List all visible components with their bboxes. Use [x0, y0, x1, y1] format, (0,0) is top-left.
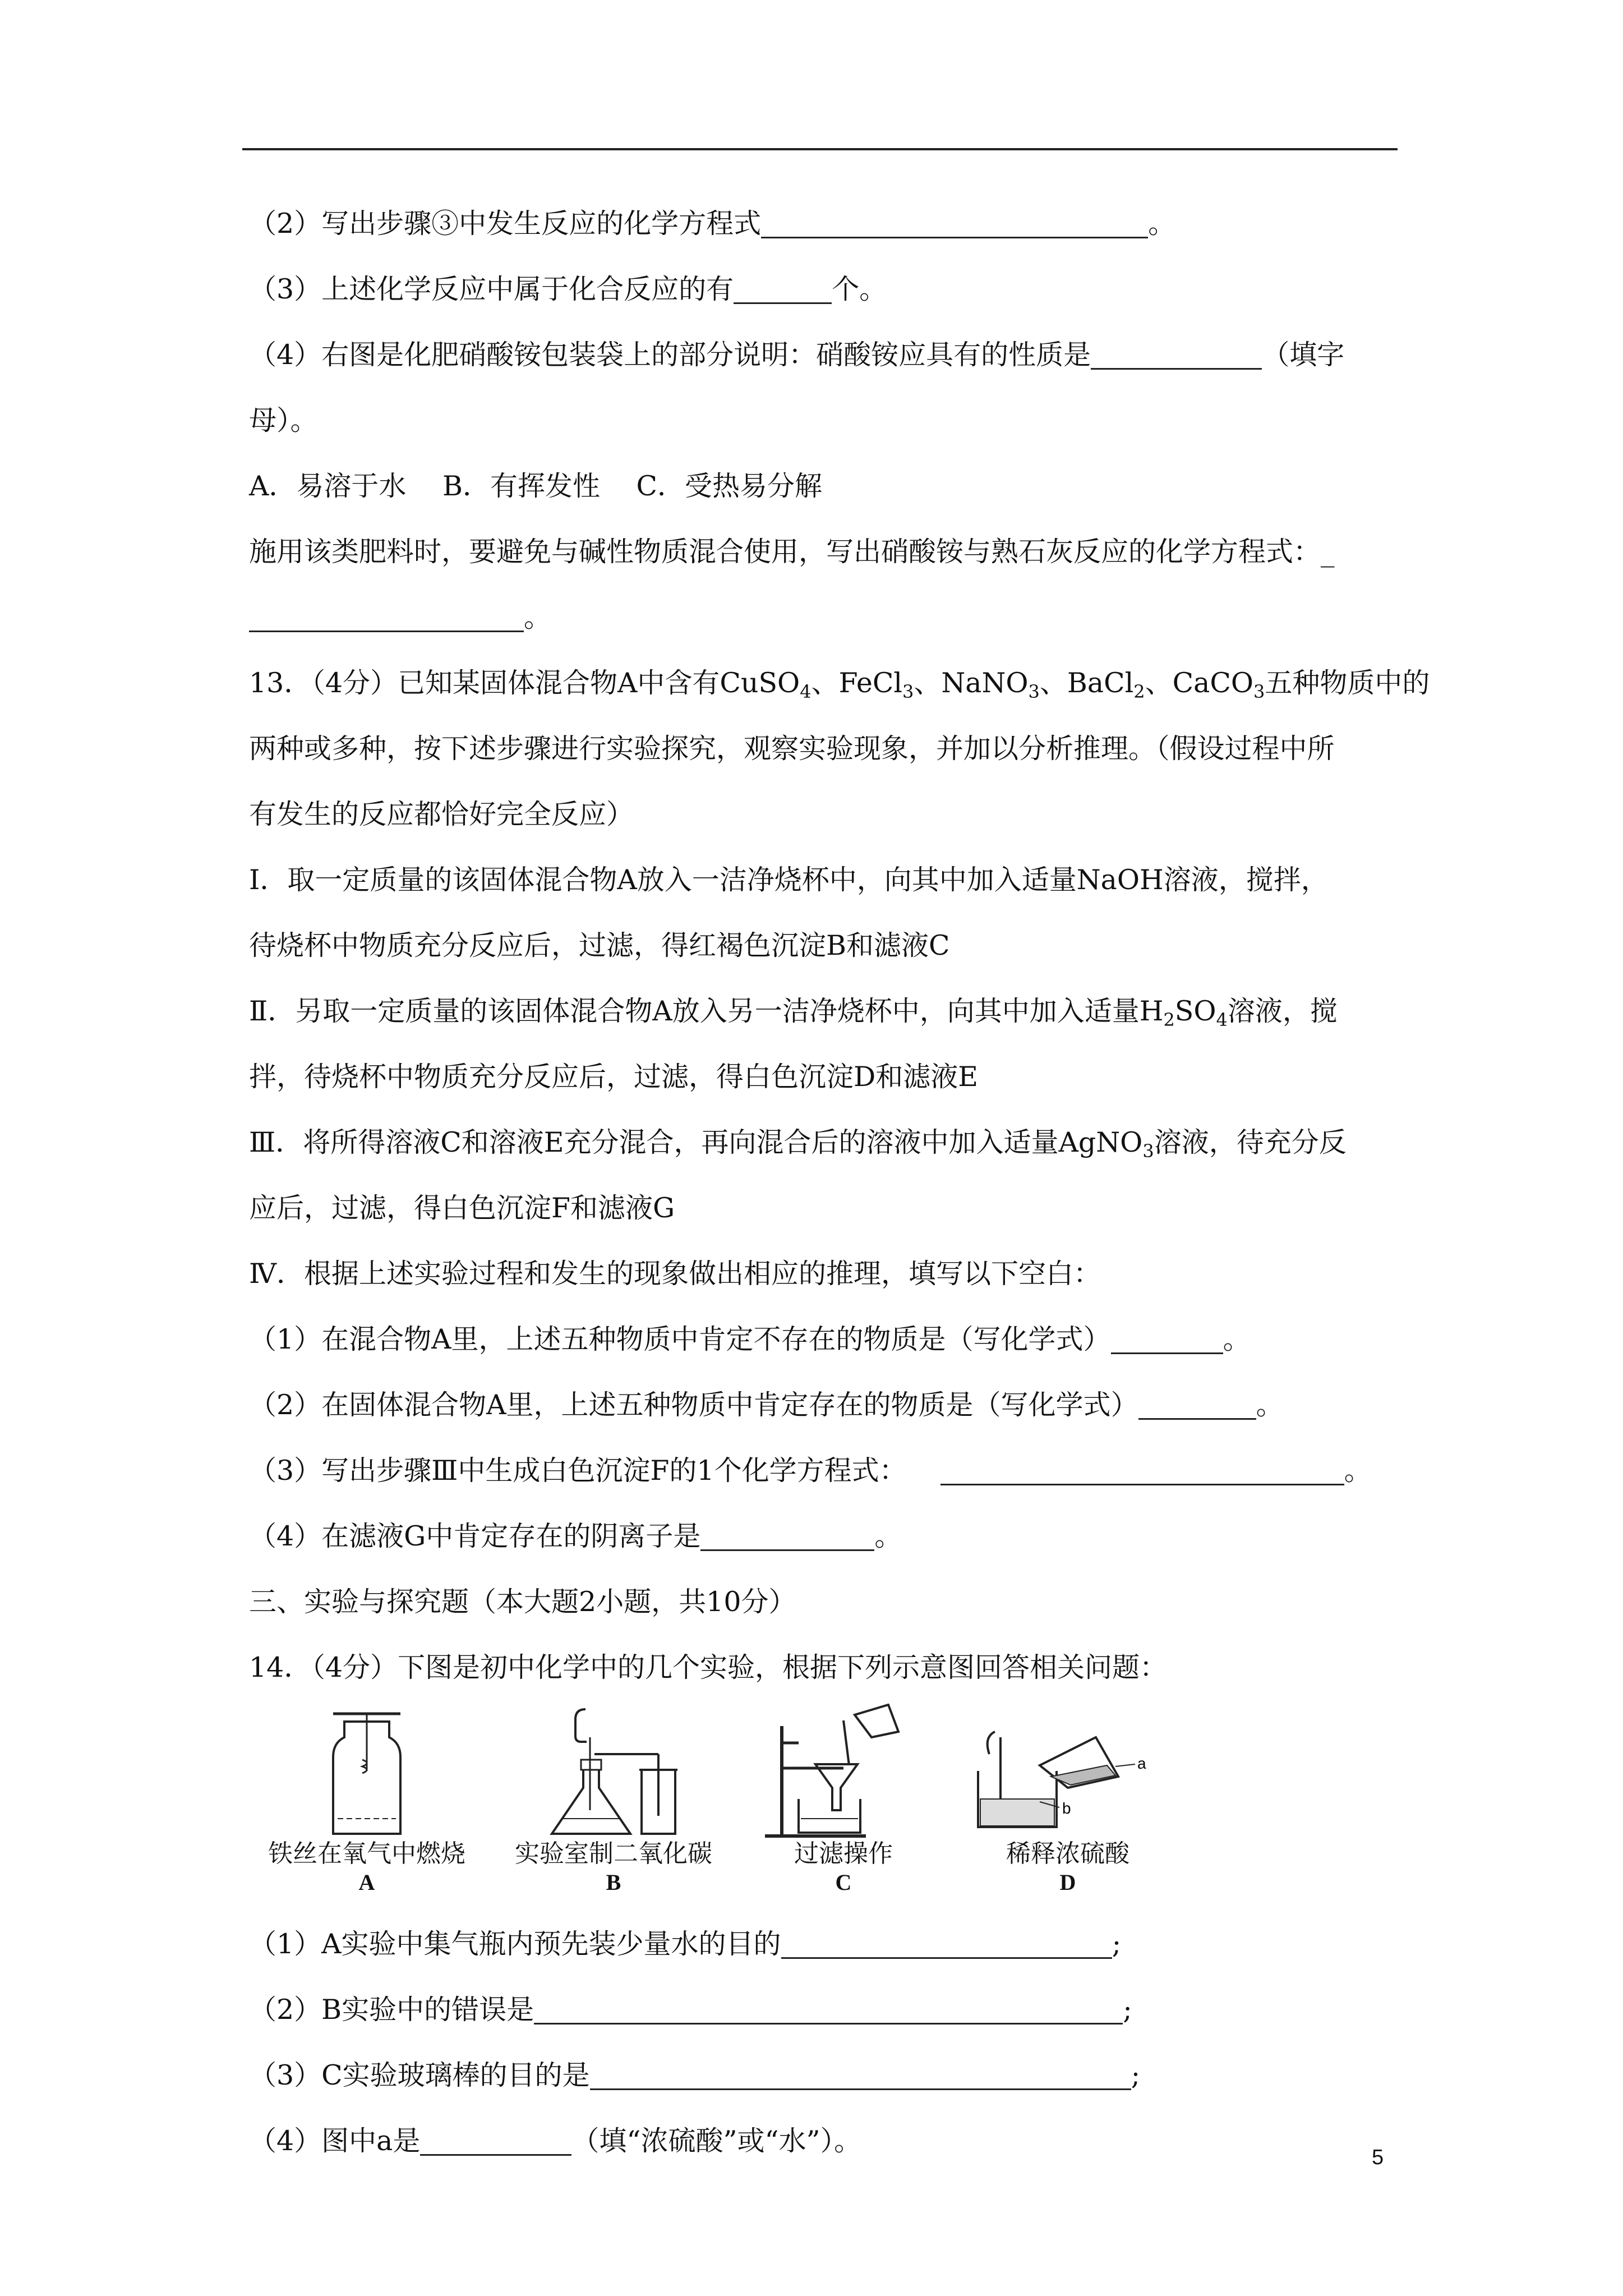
q13-step2 — [249, 978, 1396, 1044]
answer-blank[interactable] — [940, 1455, 1344, 1485]
subscript: 3 — [1253, 681, 1265, 702]
subscript: 2 — [1163, 1009, 1175, 1030]
text: 。 — [524, 601, 552, 633]
q13-sub4 — [249, 1503, 1396, 1569]
text: （3）写出步骤Ⅲ中生成白色沉淀F的1个化学方程式： — [249, 1455, 907, 1487]
answer-blank[interactable] — [249, 601, 524, 632]
subscript: 4 — [1216, 1009, 1228, 1030]
text: 待烧杯中物质充分反应后，过滤，得红褐色沉淀B和滤液C — [249, 930, 950, 961]
q13-step4 — [249, 1241, 1396, 1306]
q12-fertilizer — [249, 519, 1396, 585]
gas-jar-icon — [311, 1704, 423, 1838]
text: ; — [1131, 2059, 1141, 2091]
figure-caption: 稀释浓硫酸 — [1006, 1839, 1129, 1868]
text: （3）C实验玻璃棒的目的是 — [249, 2059, 590, 2091]
text: 13．（4分）已知某固体混合物A中含有CuSO — [249, 667, 800, 699]
text: （2）B实验中的错误是 — [249, 1994, 534, 2026]
q13-step1 — [249, 847, 1396, 913]
text: （4）在滤液G中肯定存在的阴离子是 — [249, 1520, 701, 1552]
text: （2）在固体混合物A里，上述五种物质中肯定存在的物质是（写化学式） — [249, 1389, 1138, 1421]
figure-label: A — [358, 1870, 375, 1895]
text: 溶液，搅 — [1227, 995, 1338, 1027]
figure-c — [743, 1704, 944, 1895]
text: 有发生的反应都恰好完全反应） — [249, 798, 634, 830]
q13-step3 — [249, 1110, 1396, 1175]
text: （3）上述化学反应中属于化合反应的有 — [249, 273, 734, 305]
text: Ⅱ．另取一定质量的该固体混合物A放入另一洁净烧杯中，向其中加入适量H — [249, 995, 1164, 1027]
co2-apparatus-icon — [529, 1704, 698, 1838]
text: 五种物质中的 — [1265, 667, 1430, 699]
text: 14．（4分）下图是初中化学中的几个实验，根据下列示意图回答相关问题： — [249, 1651, 1168, 1683]
q14-sub1 — [249, 1911, 1396, 1977]
q12-options — [249, 453, 1396, 519]
text: 拌，待烧杯中物质充分反应后，过滤，得白色沉淀D和滤液E — [249, 1061, 979, 1093]
q14-sub2 — [249, 1977, 1396, 2042]
answer-blank[interactable] — [1138, 1389, 1256, 1420]
text: （4）右图是化肥硝酸铵包装袋上的部分说明：硝酸铵应具有的性质是 — [249, 339, 1091, 371]
q12-part4-cont — [249, 388, 1396, 453]
answer-blank[interactable] — [420, 2125, 571, 2156]
q12-part4 — [249, 322, 1396, 388]
answer-blank[interactable] — [761, 208, 1148, 238]
figure-d — [950, 1704, 1186, 1895]
q14-intro — [249, 1635, 1396, 1700]
figure-label: D — [1059, 1870, 1076, 1895]
text: 两种或多种，按下述步骤进行实验探究，观察实验现象，并加以分析推理。（假设过程中所 — [249, 733, 1335, 765]
text: 。 — [1256, 1389, 1284, 1421]
text: ; — [1112, 1928, 1122, 1960]
text: （填“浓硫酸”或“水”）。 — [571, 2125, 862, 2157]
q13-line3 — [249, 781, 1396, 847]
section-title — [249, 1569, 1396, 1635]
experiment-figures — [249, 1704, 1396, 1911]
subscript: 3 — [902, 681, 914, 702]
answer-blank[interactable] — [700, 1520, 874, 1551]
text: 溶液，待充分反 — [1154, 1126, 1347, 1158]
text: （4）图中a是 — [249, 2125, 421, 2157]
figure-caption: 铁丝在氧气中燃烧 — [268, 1839, 465, 1868]
subscript: 3 — [1142, 1140, 1154, 1162]
subscript: 3 — [1028, 681, 1040, 702]
q13-step1-cont — [249, 913, 1396, 978]
answer-blank[interactable] — [781, 1928, 1112, 1959]
text: 。 — [1344, 1455, 1372, 1487]
dilution-icon — [956, 1704, 1180, 1838]
text: 应后，过滤，得白色沉淀F和滤液G — [249, 1192, 675, 1224]
text: 个。 — [832, 273, 887, 305]
text: （1）在混合物A里，上述五种物质中肯定不存在的物质是（写化学式） — [249, 1323, 1111, 1355]
text: 施用该类肥料时，要避免与碱性物质混合使用，写出硝酸铵与熟石灰反应的化学方程式：_ — [249, 536, 1335, 568]
text: 。 — [1148, 208, 1176, 240]
answer-blank[interactable] — [734, 273, 832, 304]
figure-caption: 实验室制二氧化碳 — [515, 1839, 712, 1868]
subscript: 4 — [800, 681, 811, 702]
q14-sub4 — [249, 2108, 1396, 2174]
answer-blank[interactable] — [1091, 339, 1262, 370]
text: 。 — [1223, 1323, 1251, 1355]
header-rule — [242, 148, 1398, 150]
page-content — [249, 191, 1430, 2174]
figure-label: B — [606, 1870, 621, 1895]
text: （2）写出步骤③中发生反应的化学方程式 — [249, 208, 762, 240]
figure-label: C — [835, 1870, 852, 1895]
answer-blank[interactable] — [1111, 1323, 1223, 1354]
label-a: a — [1137, 1755, 1146, 1772]
figure-b — [496, 1704, 731, 1895]
page-number: 5 — [1372, 2146, 1384, 2169]
answer-blank[interactable] — [534, 1994, 1123, 2024]
q13-sub3 — [249, 1438, 1396, 1503]
text: 、FeCl — [811, 667, 903, 699]
q12-part3 — [249, 256, 1396, 322]
q13-sub2 — [249, 1372, 1396, 1438]
q13-line1 — [249, 650, 1430, 716]
q13-sub1 — [249, 1306, 1396, 1372]
text: （1）A实验中集气瓶内预先装少量水的目的 — [249, 1928, 781, 1960]
label-b: b — [1062, 1800, 1071, 1817]
text: 、BaCl — [1039, 667, 1134, 699]
q13-step2-cont — [249, 1044, 1396, 1110]
text: ; — [1123, 1994, 1132, 2026]
filtration-icon — [759, 1704, 928, 1838]
text: （填字 — [1262, 339, 1345, 371]
q13-step3-cont — [249, 1175, 1396, 1241]
figure-caption: 过滤操作 — [794, 1839, 893, 1868]
text: 三、实验与探究题（本大题2小题，共10分） — [249, 1586, 796, 1618]
text: 母）。 — [249, 404, 318, 436]
q12-fertilizer-blank — [249, 585, 1396, 650]
text: 、NaNO — [914, 667, 1029, 699]
figure-a — [260, 1704, 473, 1895]
q13-line2 — [249, 716, 1396, 781]
text: Ⅳ．根据上述实验过程和发生的现象做出相应的推理，填写以下空白： — [249, 1258, 1101, 1290]
text: Ⅲ．将所得溶液C和溶液E充分混合，再向混合后的溶液中加入适量AgNO — [249, 1126, 1143, 1158]
subscript: 2 — [1133, 681, 1145, 702]
text: 、CaCO — [1145, 667, 1254, 699]
q14-sub3 — [249, 2042, 1396, 2108]
q12-part2 — [249, 191, 1396, 256]
text: A．易溶于水 B．有挥发性 C．受热易分解 — [249, 470, 823, 502]
text: SO — [1174, 995, 1216, 1027]
text: 。 — [874, 1520, 902, 1552]
answer-blank[interactable] — [590, 2059, 1131, 2090]
text: Ⅰ．取一定质量的该固体混合物A放入一洁净烧杯中，向其中加入适量NaOH溶液，搅拌， — [249, 864, 1329, 896]
